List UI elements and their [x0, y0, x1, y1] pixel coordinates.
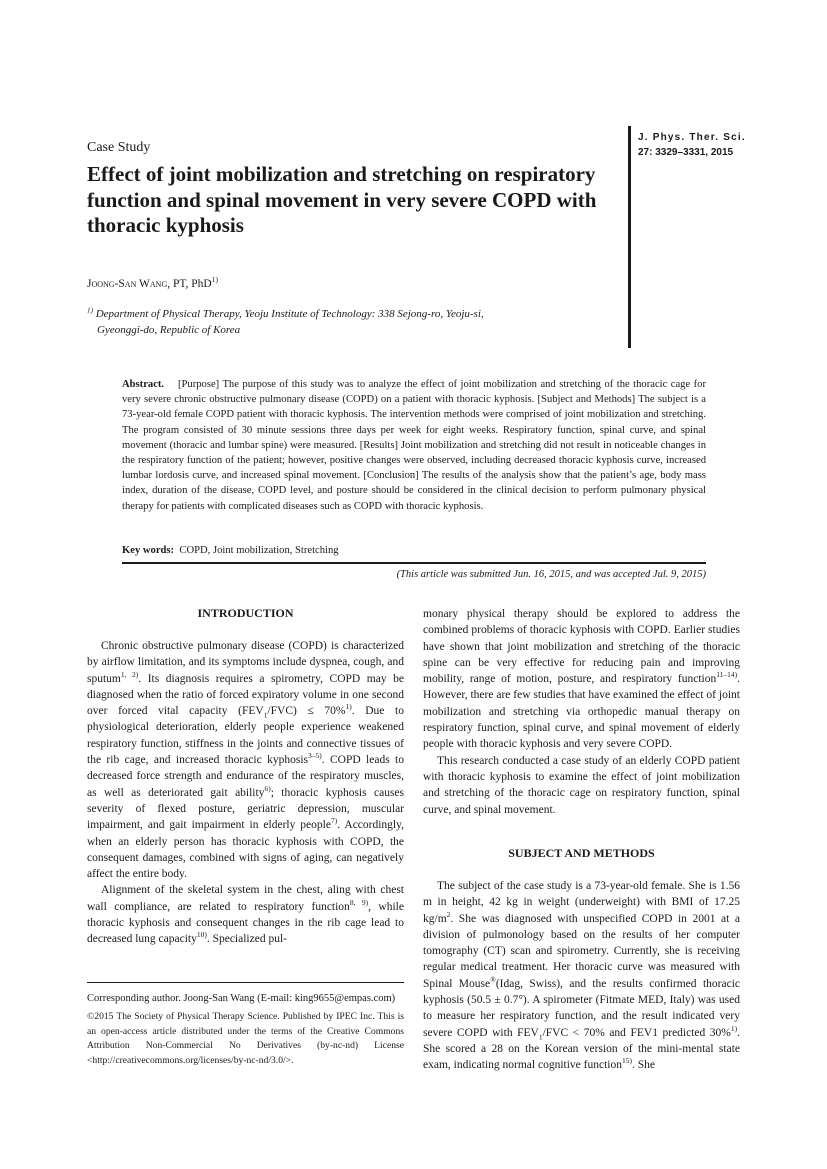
article-title: Effect of joint mobilization and stretching on respiratory function and spinal movement in very severe COPD with thoracic kyphosis: [87, 162, 597, 237]
text: , while thoracic kyphosis and consequent changes in the rib cage lead to decreased lung capacity: [87, 900, 404, 946]
text: ; thoracic kyphosis causes severity of flexed posture, geriatric depression, muscular impairment, and gait impairment in elderly people: [87, 786, 404, 832]
citation: 11–14): [716, 670, 738, 680]
text: . COPD leads to decreased force strength and endurance of the respiratory muscles, as well as deteriorated gait ability: [87, 754, 404, 799]
citation: 10): [196, 930, 207, 940]
intro-paragraph-1: [87, 638, 404, 882]
text: . She: [631, 1059, 655, 1072]
text: . Specialized pul-: [206, 933, 287, 946]
methods-heading: SUBJECT AND METHODS: [508, 846, 655, 860]
affiliation-mark: 1): [211, 275, 218, 285]
subscript: 1: [538, 1031, 543, 1041]
text: /FVC < 70% and FEV1 predicted 30%: [542, 1026, 731, 1039]
author-credentials: , PT, PhD: [167, 278, 212, 290]
methods-paragraph-1: [423, 878, 740, 1074]
abstract-text: [Purpose] The purpose of this study was to analyze the effect of joint mobilization and stretching of the thoracic cage for very severe chronic obstructive pulmonary disease (COPD) on a patient with thoracic kyphosis. [Subject and Methods] The subject is a 73-year-old female COPD patient with thoracic kyphosis. The intervention methods were comprised of joint mobilization and stretching. The program consisted of 30 minute sessions three days per week for eight weeks. Respiratory function, spinal curve, and spinal movement (thoracic and lumbar spine) were measured. [Results] Joint mobilization and stretching did not result in noticeable changes in the respiratory function of the patient; however, positive changes were observed, including decreased thoracic kyphosis curve, increased lumbar lordosis curve, and increased spinal movement. [Conclusion] The results of the analysis show that the patient’s age, body mass index, duration of the disease, COPD level, and posture should be considered in the clinical decision to perform pulmonary physical therapy for patients with complicated diseases such as COPD with thoracic kyphosis.: [122, 379, 706, 512]
affiliation-line-1: Department of Physical Therapy, Yeoju Institute of Technology: 338 Sejong-ro, Yeoju-si,: [95, 308, 484, 320]
text: . She scored a 28 on the Korean version of the mini-mental state exam, indicating normal cognitive function: [423, 1026, 741, 1072]
abstract: [122, 377, 706, 514]
citation: 15): [621, 1056, 632, 1066]
text: (Idag, Swiss), and the results confirmed thoracic kyphosis (50.5 ± 0.7°). A spirometer (Fitmate MED, Italy) was used to measure her respiratory function, and the result indicated very severe COPD with FEV: [423, 977, 740, 1039]
text: . Its diagnosis requires a spirometry, COPD may be diagnosed when the ratio of forced expiratory volume in one second over forced vital capacity (FEV: [87, 672, 404, 718]
submission-dates: (This article was submitted Jun. 16, 2015, and was accepted Jul. 9, 2015): [396, 569, 706, 580]
journal-divider: [628, 126, 631, 348]
citation: 1): [730, 1023, 738, 1033]
footnotes: [87, 991, 404, 1072]
methods-column: [423, 878, 740, 1074]
citation: 1): [345, 702, 352, 712]
author-line: [87, 275, 218, 290]
citation: 3–5): [308, 751, 322, 761]
corresponding-author: Corresponding author. Joong-San Wang (E-mail: king9655@empas.com): [87, 993, 396, 1004]
superscript: 2: [446, 909, 451, 919]
intro-paragraph-3: [423, 606, 740, 753]
text: Chronic obstructive pulmonary disease (COPD) is characterized by airflow limitation, and its symptoms include dyspnea, cough, and sputum: [87, 640, 404, 685]
introduction-heading: INTRODUCTION: [197, 606, 294, 620]
journal-citation: 27: 3329–3331, 2015: [638, 147, 734, 158]
citation: 8, 9): [349, 897, 369, 907]
citation: 6): [264, 783, 271, 793]
intro-paragraph-4: This research conducted a case study of an elderly COPD patient with thoracic kyphosis to examine the effect of joint mobilization and stretching of the thoracic cage on respiratory function, spinal curve, and spinal movement.: [423, 754, 740, 816]
keywords-list: COPD, Joint mobilization, Stretching: [179, 545, 339, 556]
affiliation-line-2: Gyeonggi-do, Republic of Korea: [97, 323, 241, 336]
text: /FVC) ≤ 70%: [267, 705, 346, 718]
text: . Accordingly, when an elderly person has thoracic kyphosis with COPD, the consequent damages, combined with signs of aging, can negatively affect the entire body.: [87, 819, 405, 881]
citation: 7): [330, 816, 338, 826]
registered-mark: ®: [490, 974, 496, 984]
footnote-divider: [87, 982, 404, 983]
keywords: [122, 545, 339, 556]
journal-name: J. Phys. Ther. Sci.: [638, 132, 746, 143]
text: Alignment of the skeletal system in the chest, aling with chest wall compliance, are related to respiratory function: [87, 884, 404, 913]
abstract-divider: [122, 562, 706, 564]
text: The subject of the case study is a 73-year-old female. She is 1.56 m in height, 42 kg in weight (underweight) with BMI of 17.25 kg/m: [423, 880, 740, 925]
left-column: [87, 638, 404, 948]
affiliation: [87, 307, 557, 338]
subscript: 1: [263, 710, 268, 720]
text: . However, there are few studies that have examined the effect of joint mobilization and stretching via orthopedic manual therapy on respiratory function, spinal curve, and spinal movement of elderly people with thoracic kyphosis and very severe COPD.: [423, 673, 740, 751]
citation: 1, 2): [120, 669, 139, 679]
keywords-label: Key words:: [122, 545, 175, 556]
text: monary physical therapy should be explored to address the combined problems of thoracic kyphosis with COPD. Earlier studies have shown that joint mobilization and stretching of the thoracic spine can be very effective for reducing pain and improving mobility, range of motion, posture, and respiratory function: [423, 608, 740, 686]
affiliation-mark: 1): [87, 306, 93, 315]
text: . Due to physiological deterioration, elderly people experience weakened respiratory function, stiffness in the joints and connective tissues of the rib cage, and increased thoracic kyphosis: [87, 705, 404, 767]
abstract-label: Abstract.: [122, 379, 165, 390]
author-name: Joong-San Wang: [87, 278, 168, 290]
license-notice: ©2015 The Society of Physical Therapy Science. Published by IPEC Inc. This is an open-access article distributed under the terms of the Creative Commons Attribution Non-Commercial No Derivatives (by-nc-nd) License <http://creativecommons.org/licenses/by-nc-nd/3.0/>.: [87, 1011, 404, 1066]
text: . She was diagnosed with unspecified COPD in 2001 at a division of pulmonology based on the results of her computer tomography (CT) scan and spirometry. Currently, she is receiving regular medical treatment. Her thoracic curve was measured with Spinal Mouse: [423, 912, 740, 990]
intro-paragraph-2: [87, 882, 404, 947]
right-column: [423, 606, 740, 818]
journal-info: [638, 130, 746, 160]
article-type: Case Study: [87, 140, 151, 155]
